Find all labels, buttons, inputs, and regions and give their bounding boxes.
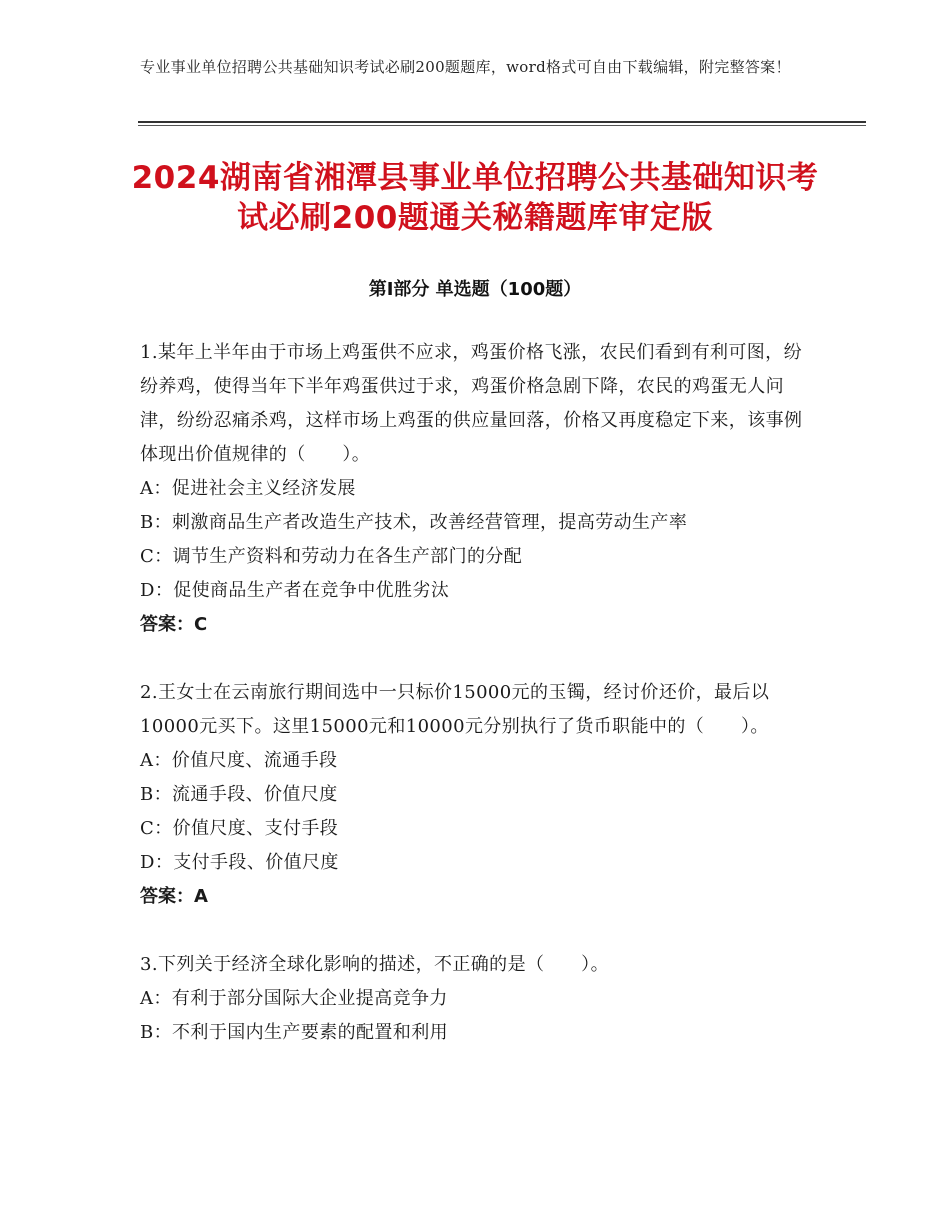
- question-1: [140, 336, 810, 642]
- header-rule-thin: [138, 125, 866, 126]
- option-a: A：价值尺度、流通手段: [140, 750, 338, 771]
- question-stem: 1.某年上半年由于市场上鸡蛋供不应求，鸡蛋价格飞涨，农民们看到有利可图，纷纷养鸡，使得当年下半年鸡蛋供过于求，鸡蛋价格急剧下降，农民的鸡蛋无人问津，纷纷忍痛杀鸡，这样市场上鸡蛋的供应量回落，价格又再度稳定下来，该事例体现出价值规律的（ ）。: [140, 342, 803, 465]
- question-3: [140, 948, 810, 1050]
- header-rule-thick: [138, 121, 866, 123]
- document-title: 2024湖南省湘潭县事业单位招聘公共基础知识考试必刷200题通关秘籍题库审定版: [131, 160, 819, 236]
- option-b: B：刺激商品生产者改造生产技术，改善经营管理，提高劳动生产率: [140, 512, 688, 533]
- question-stem: 2.王女士在云南旅行期间选中一只标价15000元的玉镯，经讨价还价，最后以10000元买下。这里15000元和10000元分别执行了货币职能中的（ ）。: [140, 682, 770, 737]
- option-c: C：调节生产资料和劳动力在各生产部门的分配: [140, 546, 523, 567]
- question-2: [140, 676, 810, 914]
- option-b: B：不利于国内生产要素的配置和利用: [140, 1022, 449, 1043]
- answer: 答案：A: [140, 886, 208, 907]
- option-a: A：促进社会主义经济发展: [140, 478, 356, 499]
- question-stem: 3.下列关于经济全球化影响的描述，不正确的是（ ）。: [140, 954, 609, 975]
- option-c: C：价值尺度、支付手段: [140, 818, 339, 839]
- option-d: D：促使商品生产者在竞争中优胜劣汰: [140, 580, 450, 601]
- header-note: 专业事业单位招聘公共基础知识考试必刷200题题库，word格式可自由下载编辑，附完整答案！: [140, 58, 791, 76]
- question-list: [140, 336, 810, 1050]
- option-d: D：支付手段、价值尺度: [140, 852, 339, 873]
- option-a: A：有利于部分国际大企业提高竞争力: [140, 988, 448, 1009]
- section-heading: 第Ⅰ部分 单选题（100题）: [368, 279, 582, 300]
- answer: 答案：C: [140, 614, 208, 635]
- option-b: B：流通手段、价值尺度: [140, 784, 338, 805]
